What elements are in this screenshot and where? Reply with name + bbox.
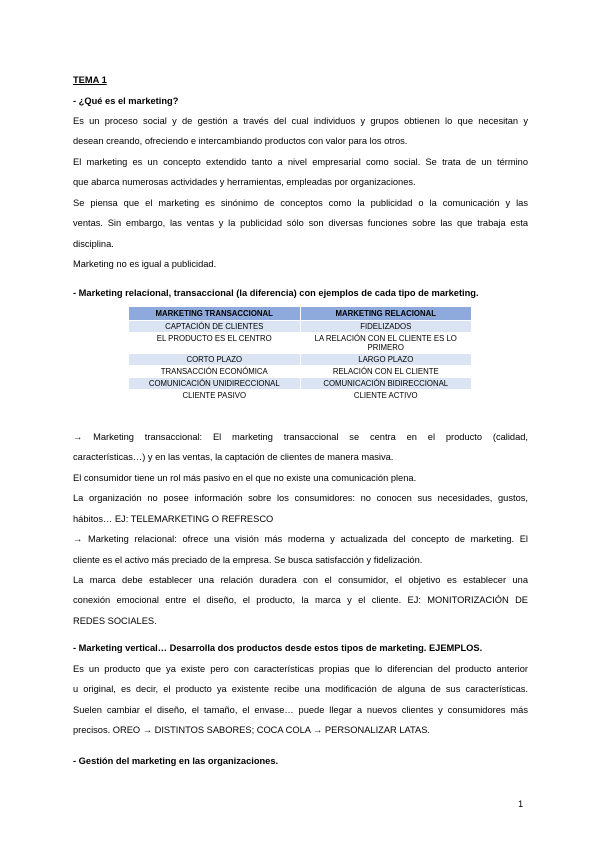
table-cell: CORTO PLAZO — [129, 354, 301, 366]
paragraph-line: Marketing no es igual a publicidad. — [73, 259, 217, 269]
table-cell: CLIENTE ACTIVO — [300, 390, 472, 402]
paragraph-line: → Marketing relacional: ofrece una visión más moderna y actualizada del concepto de marketing. El — [73, 534, 528, 544]
paragraph-line: hábitos… EJ: TELEMARKETING O REFRESCO — [73, 514, 274, 524]
table-header-relacional: MARKETING RELACIONAL — [300, 307, 472, 321]
paragraph-line: Se piensa que el marketing es sinónimo de conceptos como la publicidad o la comunicación y las — [73, 198, 528, 208]
document-title: TEMA 1 — [73, 75, 107, 85]
table-cell: COMUNICACIÓN UNIDIRECCIONAL — [129, 378, 301, 390]
table-cell: LARGO PLAZO — [300, 354, 472, 366]
table-row — [129, 366, 472, 378]
paragraph-line: precisos. OREO → DISTINTOS SABORES; COCA COLA → PERSONALIZAR LATAS. — [73, 725, 430, 735]
paragraph-line: Es un proceso social y de gestión a través del cual individuos y grupos obtienen lo que necesitan y — [73, 116, 528, 126]
paragraph-line: → Marketing transaccional: El marketing transaccional se centra en el producto (calidad, — [73, 432, 528, 442]
page-number: 1 — [518, 799, 524, 809]
heading-gestion-marketing: - Gestión del marketing en las organizaciones. — [73, 756, 279, 766]
paragraph-line: desean creando, ofreciendo e intercambiando productos con valor para los otros. — [73, 136, 408, 146]
table-cell: EL PRODUCTO ES EL CENTRO — [129, 333, 301, 354]
paragraph-line: conexión emocional entre el diseño, el producto, la marca y el cliente. EJ: MONITORIZACIÓN DE — [73, 595, 528, 605]
table-row — [129, 390, 472, 402]
paragraph-line: ventas. Sin embargo, las ventas y la publicidad sólo son diversas funciones sobre las que trabaja esta — [73, 218, 528, 228]
paragraph-line: u original, es decir, el producto ya existente recibe una modificación de alguna de sus características. — [73, 684, 528, 694]
table-cell: COMUNICACIÓN BIDIRECCIONAL — [300, 378, 472, 390]
paragraph-line: características…) y en las ventas, la captación de clientes de manera masiva. — [73, 452, 394, 462]
paragraph-line: disciplina. — [73, 239, 114, 249]
table-cell: LA RELACIÓN CON EL CLIENTE ES LO PRIMERO — [300, 333, 472, 354]
table-cell: TRANSACCIÓN ECONÓMICA — [129, 366, 301, 378]
comparison-table — [128, 306, 472, 402]
table-header-row — [129, 307, 472, 321]
paragraph-line: cliente es el activo más preciado de la empresa. Se busca satisfacción y fidelización. — [73, 555, 423, 565]
table-row — [129, 354, 472, 366]
paragraph-line: El marketing es un concepto extendido tanto a nivel empresarial como social. Se trata de un término — [73, 157, 528, 167]
paragraph-line: que abarca numerosas actividades y herramientas, empleadas por organizaciones. — [73, 177, 416, 187]
table-cell: CAPTACIÓN DE CLIENTES — [129, 321, 301, 333]
heading-relacional-transaccional: - Marketing relacional, transaccional (la diferencia) con ejemplos de cada tipo de marketing. — [73, 288, 479, 298]
heading-que-es-marketing: - ¿Qué es el marketing? — [73, 96, 179, 106]
table-cell: RELACIÓN CON EL CLIENTE — [300, 366, 472, 378]
paragraph-line: La marca debe establecer una relación duradera con el consumidor, el objetivo es establecer una — [73, 575, 528, 585]
table-row — [129, 321, 472, 333]
table-cell: CLIENTE PASIVO — [129, 390, 301, 402]
heading-marketing-vertical: - Marketing vertical… Desarrolla dos productos desde estos tipos de marketing. EJEMPLOS. — [73, 643, 483, 653]
paragraph-line: La organización no posee información sobre los consumidores: no conocen sus necesidades, gustos, — [73, 493, 528, 503]
paragraph-line: REDES SOCIALES. — [73, 616, 157, 626]
table-row — [129, 378, 472, 390]
table-cell: FIDELIZADOS — [300, 321, 472, 333]
paragraph-line: Es un producto que ya existe pero con características propias que lo diferencian del producto anterior — [73, 664, 528, 674]
table-header-transaccional: MARKETING TRANSACCIONAL — [129, 307, 301, 321]
paragraph-line: El consumidor tiene un rol más pasivo en el que no existe una comunicación plena. — [73, 473, 417, 483]
paragraph-line: Suelen cambiar el diseño, el tamaño, el envase… puede llegar a nuevos clientes y consumidores más — [73, 705, 528, 715]
table-row — [129, 333, 472, 354]
